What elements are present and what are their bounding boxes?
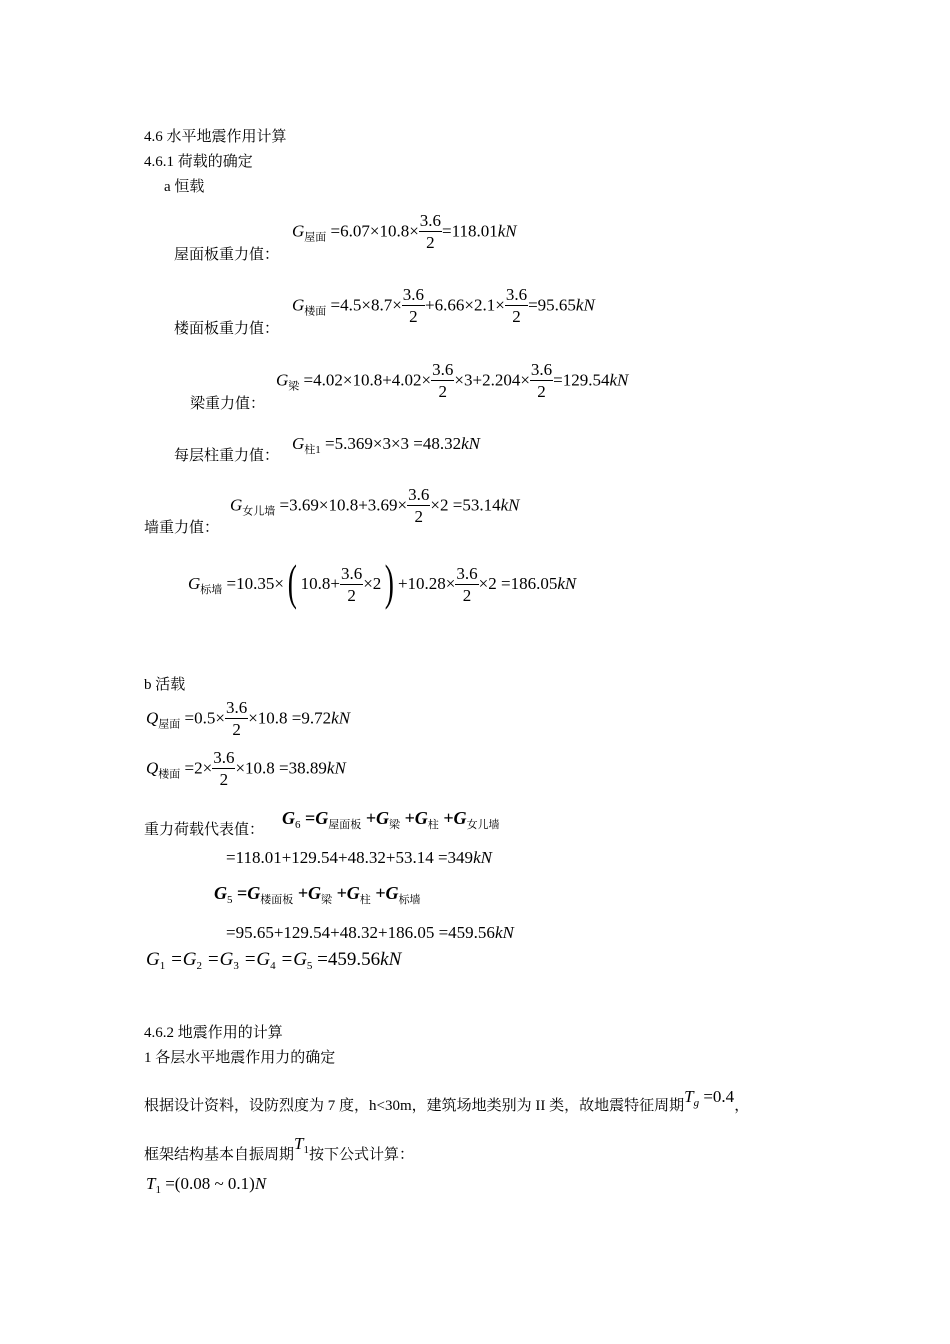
equation-parapet: $G_{女儿墙} =3.69\times 10.8+3.69\times$ $\frac{3.6}{2}$ ×2 =53.14kN	[230, 485, 520, 526]
equation-g1-g5: $G_1 =G_2 =G_3 =G_4 =G_5 =459.56kN$	[146, 949, 402, 972]
equation-column: $G_{柱1} =5.369\times 3\times 3 =48.32kN$	[292, 434, 481, 456]
equation-g6: $G_6 =G_{屋面板} +G_梁 +G_柱 +G_{女儿墙}$	[282, 808, 500, 831]
equation-live-floor: $Q_{楼面} =2\times$ $\frac{3.6}{2}$ ×10.8 =38.89kN	[146, 748, 346, 789]
equation-live-roof: $Q_{屋面} =0.5\times$ $\frac{3.6}{2}$ ×10.8 =9.72kN	[146, 698, 351, 739]
section-heading-4-6-1: 4.6.1 荷载的确定	[144, 154, 253, 170]
left-paren: (	[287, 554, 297, 610]
paragraph-design-data: 根据设计资料，设防烈度为 7 度，h<30m，建筑场地类别为 II 类，故地震特征周期$T_g =0.4$，	[144, 1087, 750, 1114]
equation-g6-value: =118.01+129.54+48.32+53.14 =349kN	[226, 848, 492, 867]
equation-t1: $T_1 =(0.08$ ~ 0.1)N	[146, 1174, 267, 1196]
section-heading-4-6-2: 4.6.2 地震作用的计算	[144, 1025, 283, 1041]
inline-formula-t1: $T_1$	[294, 1134, 309, 1156]
equation-g5: $G_5 =G_{楼面板} +G_梁 +G_柱 +G_{标墙}$	[214, 883, 421, 906]
equation-standard-wall: $G_{标墙} =10.35\times$( 10.8+ $\frac{3.6}{2}$ ×2) +10.28× $\frac{3.6}{2}$ ×2 =186.05kN	[188, 554, 577, 610]
section-heading-4-6: 4.6 水平地震作用计算	[144, 129, 287, 145]
equation-floor-slab: $G_{楼面} =4.5\times 8.7\times$ $\frac{3.6}{2}$ +6.66×2.1× $\frac{3.6}{2}$ =95.65kN	[292, 285, 595, 326]
label-roof-slab-weight: 屋面板重力值：	[174, 247, 280, 263]
paragraph-natural-period: 框架结构基本自振周期$T_1$按下公式计算：	[144, 1134, 414, 1163]
equation-g5-value: =95.65+129.54+48.32+186.05 =459.56kN	[226, 923, 514, 942]
subheading-live-load: b 活载	[144, 677, 186, 693]
label-representative-gravity-load: 重力荷载代表值：	[144, 822, 265, 838]
label-beam-weight: 梁重力值：	[190, 396, 266, 412]
label-wall-weight: 墙重力值：	[144, 520, 220, 536]
inline-formula-tg: $T_g =0.4$	[684, 1087, 735, 1109]
label-column-weight: 每层柱重力值：	[174, 448, 280, 464]
subheading-dead-load: a 恒载	[164, 179, 205, 195]
label-floor-slab-weight: 楼面板重力值：	[174, 321, 280, 337]
right-paren: )	[385, 554, 395, 610]
equation-roof-slab: $G_{屋面} =6.07\times 10.8\times$ $\frac{3.6}{2}$ =118.01kN	[292, 211, 517, 252]
subheading-horizontal-force: 1 各层水平地震作用力的确定	[144, 1050, 336, 1066]
equation-beam: $G_梁 =4.02\times 10.8+4.02\times$ $\frac{3.6}{2}$ ×3+2.204× $\frac{3.6}{2}$ =129.54kN	[276, 360, 629, 401]
